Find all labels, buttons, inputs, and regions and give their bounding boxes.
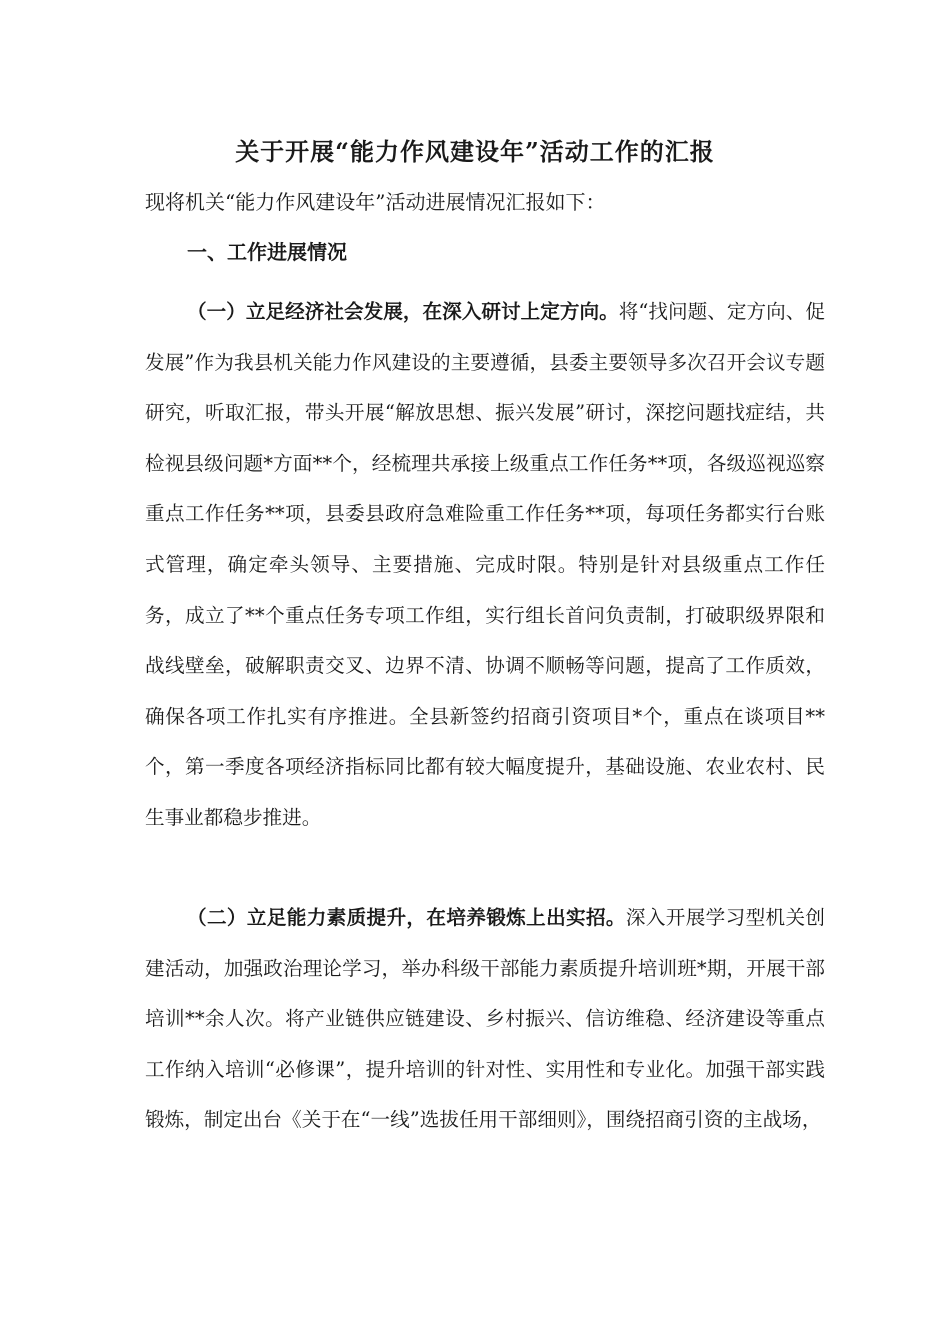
paragraph-2	[145, 893, 825, 1146]
paragraph-1-lead: （一）立足经济社会发展，在深入研讨上定方向。	[187, 300, 619, 323]
intro-text: 现将机关“能力作风建设年”活动进展情况汇报如下：	[145, 190, 606, 214]
paragraph-2-body: 深入开展学习型机关创建活动，加强政治理论学习，举办科级干部能力素质提升培训班*期，开展干部培训**余人次。将产业链供应链建设、乡村振兴、信访维稳、经济建设等重点工作纳入培训“必修课”，提升培训的针对性、实用性和专业化。加强干部实践锻炼，制定出台《关于在“一线”选拔任用干部细则》，围绕招商引资的主战场，	[145, 906, 826, 1132]
section-heading: 一、工作进展情况	[187, 240, 347, 264]
paragraph-1	[145, 287, 825, 844]
paragraph-2-lead: （二）立足能力素质提升，在培养锻炼上出实招。	[187, 906, 626, 929]
document-title: 关于开展“能力作风建设年”活动工作的汇报	[235, 137, 715, 166]
paragraph-1-body: 将“找问题、定方向、促发展”作为我县机关能力作风建设的主要遵循，县委主要领导多次召开会议专题研究，听取汇报，带头开展“解放思想、振兴发展”研讨，深挖问题找症结，共检视县级问题*方面**个，经梳理共承接上级重点工作任务**项，各级巡视巡察重点工作任务**项，县委县政府急难险重工作任务**项，每项任务都实行台账式管理，确定牵头领导、主要措施、完成时限。特别是针对县级重点工作任务，成立了**个重点任务专项工作组，实行组长首问负责制，打破职级界限和战线壁垒，破解职责交叉、边界不清、协调不顺畅等问题，提高了工作质效，确保各项工作扎实有序推进。全县新签约招商引资项目*个，重点在谈项目**个，第一季度各项经济指标同比都有较大幅度提升，基础设施、农业农村、民生事业都稳步推进。	[145, 300, 825, 829]
